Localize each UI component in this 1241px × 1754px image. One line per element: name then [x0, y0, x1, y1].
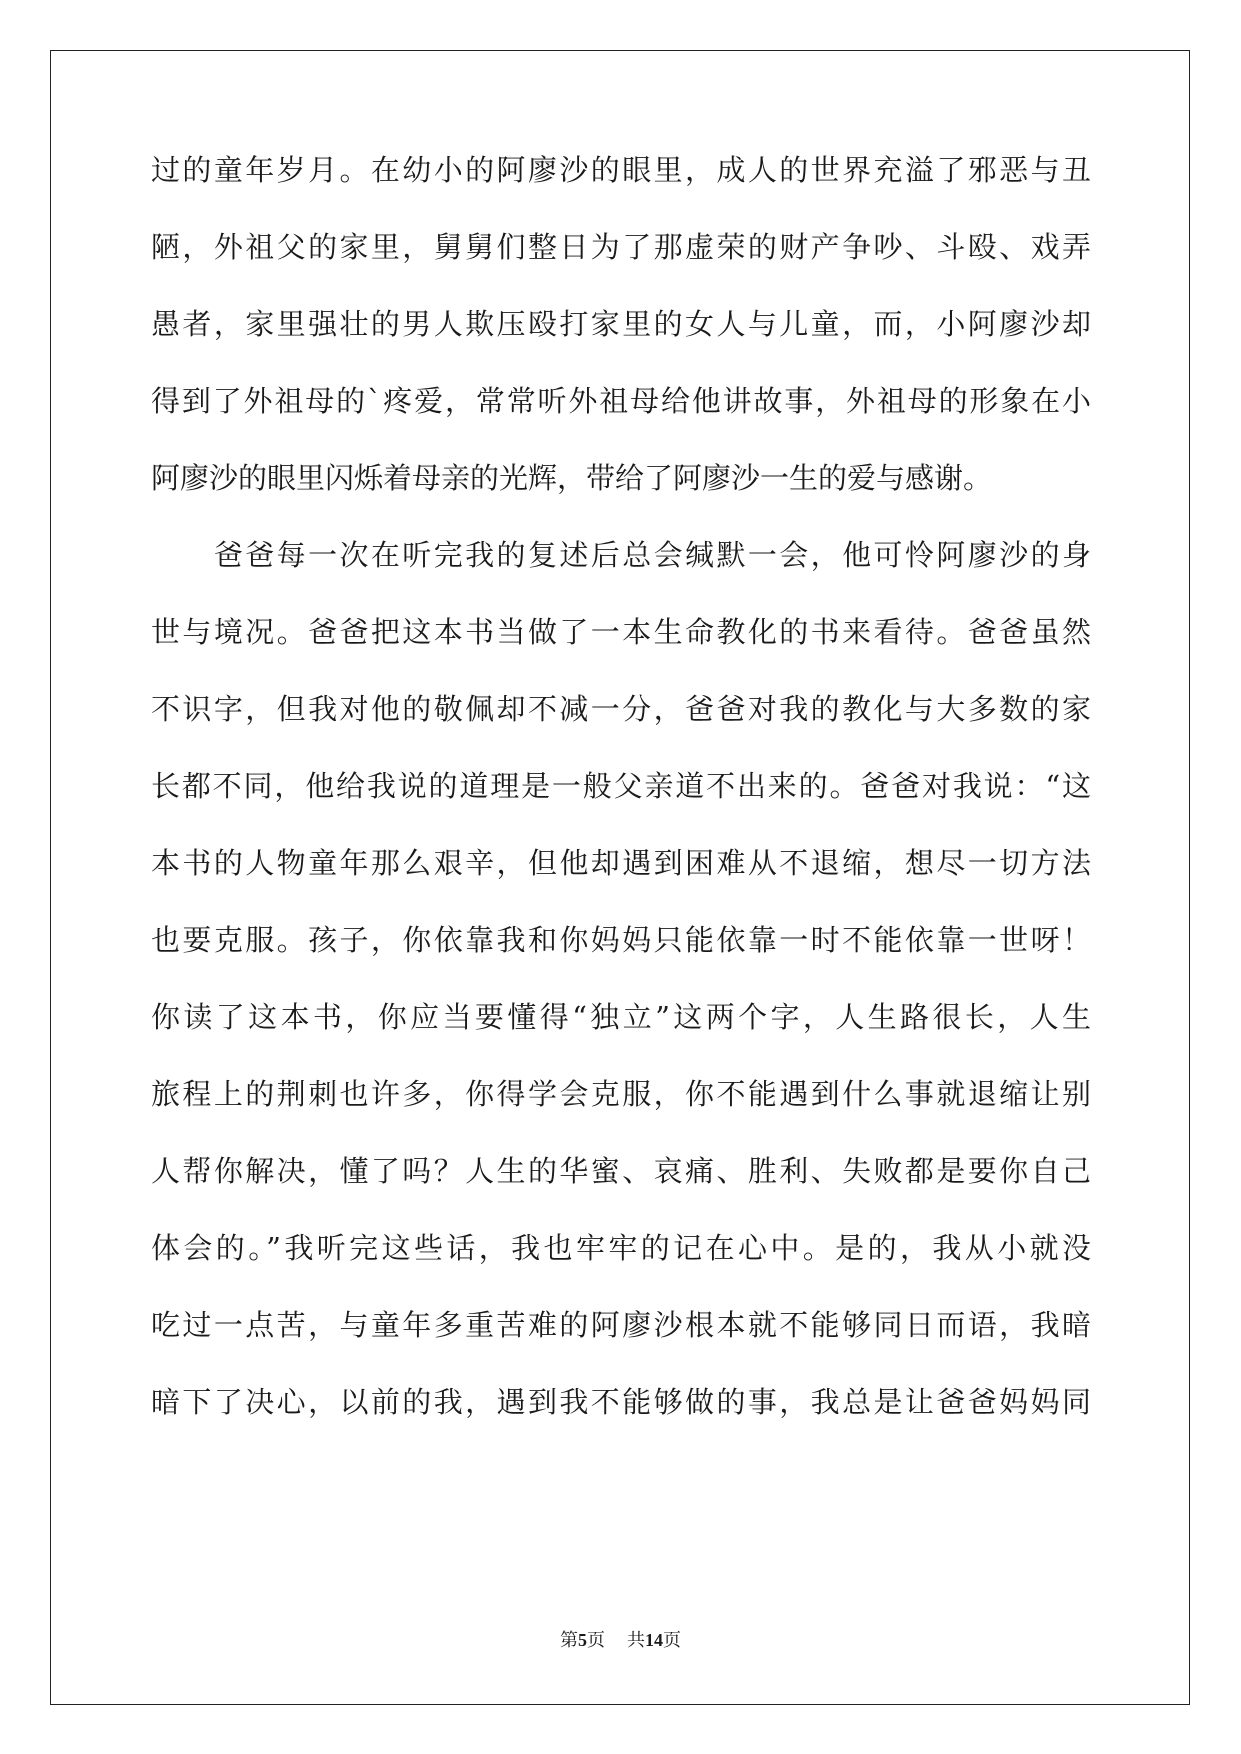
- page-prefix: 第: [560, 1630, 578, 1650]
- body-text-line: 阿廖沙的眼里闪烁着母亲的光辉，带给了阿廖沙一生的爱与感谢。: [151, 461, 993, 495]
- body-text-line: 吃过一点苦，与童年多重苦难的阿廖沙根本就不能够同日而语，我暗: [151, 1308, 1091, 1342]
- body-text-line: 世与境况。爸爸把这本书当做了一本生命教化的书来看待。爸爸虽然: [151, 615, 1091, 649]
- page-total: 14: [645, 1630, 663, 1650]
- page-current: 5: [578, 1630, 587, 1650]
- page-suffix: 页: [587, 1630, 605, 1650]
- body-text-line: 爸爸每一次在听完我的复述后总会缄默一会，他可怜阿廖沙的身: [151, 538, 1091, 572]
- body-text-line: 人帮你解决，懂了吗？人生的华蜜、哀痛、胜利、失败都是要你自己: [151, 1154, 1091, 1188]
- body-text-line: 你读了这本书，你应当要懂得“独立”这两个字，人生路很长，人生: [151, 1000, 1091, 1034]
- body-text-line: 本书的人物童年那么艰辛，但他却遇到困难从不退缩，想尽一切方法: [151, 846, 1091, 880]
- total-prefix: 共: [627, 1630, 645, 1650]
- body-text-line: 过的童年岁月。在幼小的阿廖沙的眼里，成人的世界充溢了邪恶与丑: [151, 153, 1091, 187]
- body-text-line: 愚者，家里强壮的男人欺压殴打家里的女人与儿童，而，小阿廖沙却: [151, 307, 1091, 341]
- body-text-line: 旅程上的荆刺也许多，你得学会克服，你不能遇到什么事就退缩让别: [151, 1077, 1091, 1111]
- total-suffix: 页: [663, 1630, 681, 1650]
- page-footer: [0, 1628, 1241, 1652]
- body-text-line: 陋，外祖父的家里，舅舅们整日为了那虚荣的财产争吵、斗殴、戏弄: [151, 230, 1091, 264]
- body-text-line: 长都不同，他给我说的道理是一般父亲道不出来的。爸爸对我说：“这: [151, 769, 1091, 803]
- body-text-line: 也要克服。孩子，你依靠我和你妈妈只能依靠一时不能依靠一世呀！: [151, 923, 1091, 957]
- body-text-line: 不识字，但我对他的敬佩却不减一分，爸爸对我的教化与大多数的家: [151, 692, 1091, 726]
- body-text-line: 得到了外祖母的`疼爱，常常听外祖母给他讲故事，外祖母的形象在小: [151, 384, 1091, 418]
- body-text-line: 体会的。”我听完这些话，我也牢牢的记在心中。是的，我从小就没: [151, 1231, 1091, 1265]
- body-text-line: 暗下了决心，以前的我，遇到我不能够做的事，我总是让爸爸妈妈同: [151, 1385, 1091, 1419]
